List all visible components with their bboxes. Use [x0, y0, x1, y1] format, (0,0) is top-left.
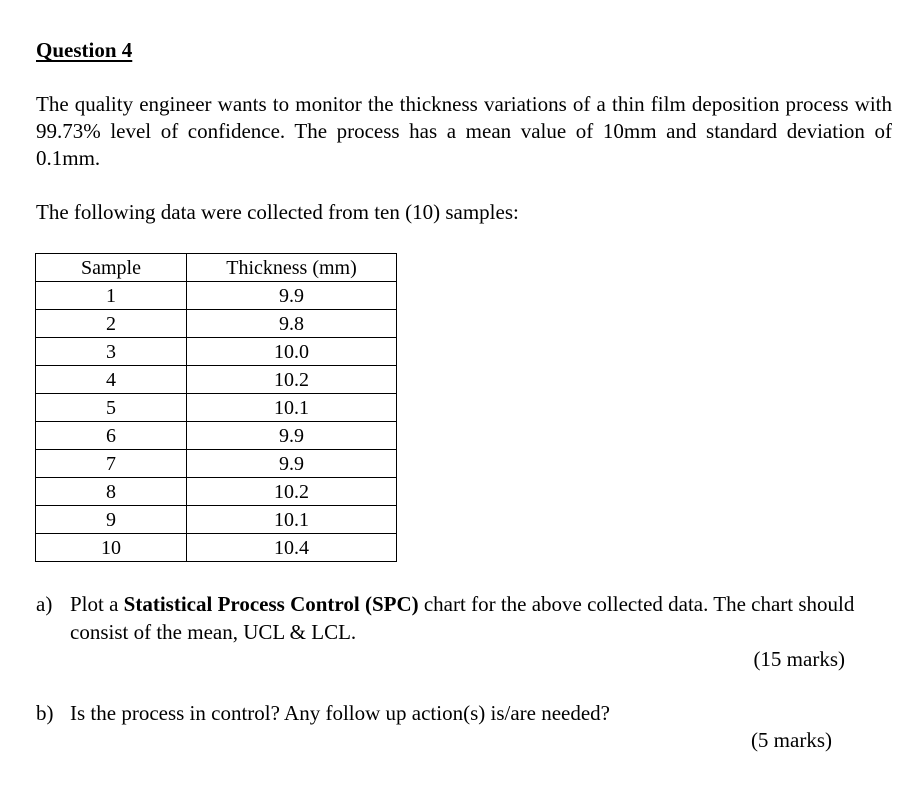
table-row — [36, 422, 397, 450]
table-row — [36, 394, 397, 422]
part-a-bold-term: Statistical Process Control (SPC) — [123, 592, 419, 616]
question-heading: Question 4 — [36, 38, 133, 62]
table-row — [36, 450, 397, 478]
part-b-marks: (5 marks) — [750, 728, 832, 752]
thickness-cell: 10.2 — [187, 478, 397, 506]
thickness-cell: 9.9 — [187, 450, 397, 478]
part-b-text: Is the process in control? Any follow up action(s) is/are needed? — [70, 701, 611, 725]
table-row — [36, 282, 397, 310]
table-row — [36, 534, 397, 562]
thickness-cell: 9.9 — [187, 282, 397, 310]
column-header-thickness: Thickness (mm) — [187, 254, 397, 282]
part-a-text-before: Plot a — [70, 592, 124, 616]
sample-cell: 1 — [36, 282, 187, 310]
table-row — [36, 310, 397, 338]
question-intro: The quality engineer wants to monitor the thickness variations of a thin film deposition process with 99.73% level of confidence. The process has a mean value of 10mm and standard deviation of 0.1mm. — [36, 92, 892, 170]
sample-cell: 5 — [36, 394, 187, 422]
table-header-row — [36, 254, 397, 282]
sample-cell: 3 — [36, 338, 187, 366]
thickness-cell: 10.1 — [187, 394, 397, 422]
column-header-sample: Sample — [36, 254, 187, 282]
thickness-data-table — [35, 253, 397, 562]
part-a-text-after: chart for the above collected data. The chart should consist of the mean, UCL & LCL. — [70, 592, 855, 644]
sample-cell: 6 — [36, 422, 187, 450]
table-row — [36, 338, 397, 366]
sample-cell: 4 — [36, 366, 187, 394]
table-row — [36, 366, 397, 394]
sample-cell: 10 — [36, 534, 187, 562]
sample-cell: 8 — [36, 478, 187, 506]
thickness-cell: 9.8 — [187, 310, 397, 338]
sample-cell: 7 — [36, 450, 187, 478]
part-a-marks: (15 marks) — [753, 647, 845, 671]
part-b-letter: b) — [36, 701, 54, 725]
data-lead-sentence: The following data were collected from ten (10) samples: — [36, 200, 519, 224]
sample-cell: 9 — [36, 506, 187, 534]
thickness-cell: 10.1 — [187, 506, 397, 534]
thickness-cell: 10.4 — [187, 534, 397, 562]
table-row — [36, 506, 397, 534]
thickness-cell: 10.2 — [187, 366, 397, 394]
table-row — [36, 478, 397, 506]
sample-cell: 2 — [36, 310, 187, 338]
thickness-cell: 9.9 — [187, 422, 397, 450]
thickness-cell: 10.0 — [187, 338, 397, 366]
part-a-letter: a) — [36, 592, 53, 616]
part-a-text — [70, 590, 894, 646]
